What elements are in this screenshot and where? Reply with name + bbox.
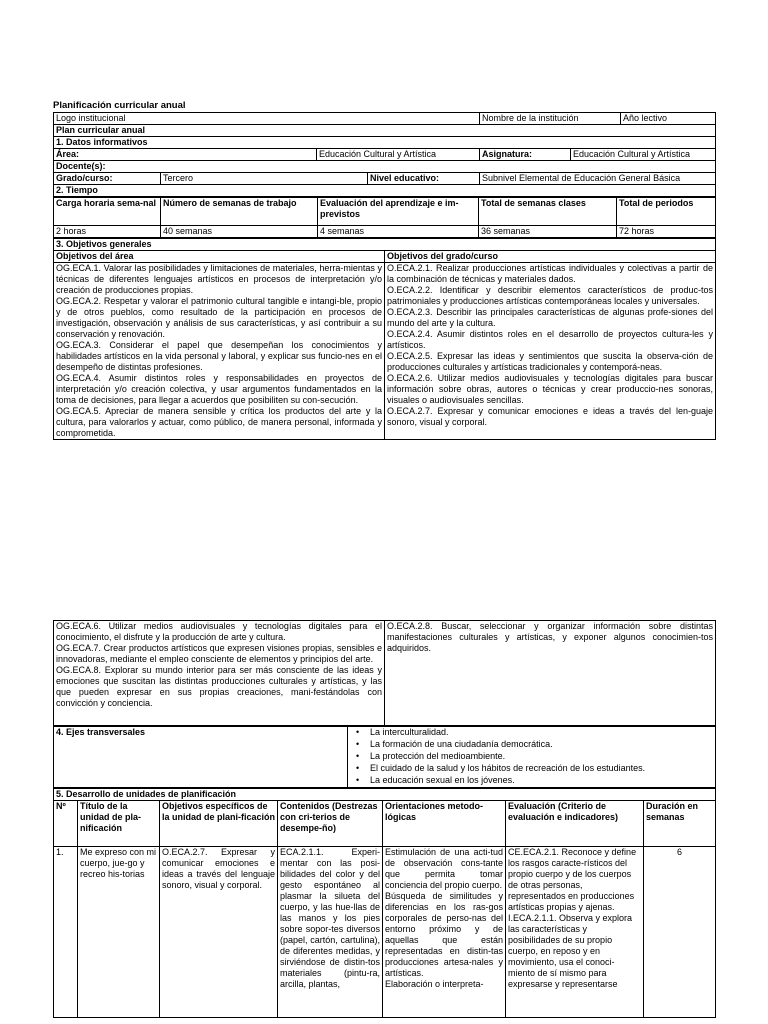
obj-grado-item: O.ECA.2.2. Identificar y describir elementos característicos de produc-tos patrimoniales y producciones artísticas contemporáneas locales y universales. (387, 284, 714, 306)
eje-item: • La formación de una ciudadanía democrática. (364, 739, 713, 751)
section-3-heading: 3. Objetivos generales (54, 239, 716, 251)
unit-header-orientaciones: Orientaciones metodo-lógicas (383, 801, 506, 847)
unit-header-duracion: Duración en semanas (644, 801, 716, 847)
logo-cell: Logo institucional (54, 113, 480, 125)
unit-titulo: Me expreso con mi cuerpo, jue-go y recreo his-torias (78, 847, 160, 1018)
plan-heading: Plan curricular anual (54, 125, 716, 137)
unit-num: 1. (54, 847, 78, 1018)
time-table (53, 197, 716, 238)
orientacion-paragraph: Búsqueda de similitudes y diferencias en los ras-gos corporales de perso-nas del entorno próximo y de aquellas que están representadas en distin-tas producciones artesa-nales y artísticas. (385, 890, 503, 978)
institution-cell: Nombre de la institución (480, 113, 621, 125)
grado-label: Grado/curso: (54, 173, 161, 185)
ejes-cell (348, 727, 716, 788)
obj-grado-cell (385, 263, 716, 440)
unit-header-objetivos: Objetivos específicos de la unidad de plani-ficación (160, 801, 278, 847)
eje-item: • La interculturalidad. (364, 727, 713, 739)
asignatura-label: Asignatura: (480, 149, 571, 161)
obj-grado-item: O.ECA.2.5. Expresar las ideas y sentimientos que suscita la observa-ción de producciones culturales y artísticas tradicionales y contemporá-neas. (387, 350, 714, 372)
obj-grado-item: O.ECA.2.4. Asumir distintos roles en el desarrollo de proyectos cultura-les y artísticos. (387, 328, 714, 350)
nivel-value: Subnivel Elemental de Educación General Básica (480, 173, 716, 185)
ejes-table (53, 726, 716, 788)
eje-item: • La educación sexual en los jóvenes. (364, 775, 713, 787)
planning-table-top (53, 112, 716, 197)
obj-area-header: Objetivos del área (54, 251, 385, 263)
obj-grado-header: Objetivos del grado/curso (385, 251, 716, 263)
obj-grado-item: O.ECA.2.6. Utilizar medios audiovisuales y tecnologías digitales para buscar información sobre obras, autores o técnicas y crear produccio-nes sonoras, visuales o audiovisuales sencillas. (387, 372, 714, 405)
nivel-label: Nivel educativo: (368, 173, 480, 185)
time-header-carga: Carga horaria sema-nal (54, 198, 161, 226)
unit-objetivos: O.ECA.2.7. Expresar y comunicar emociones e ideas a través del lenguaje sonoro, visual y corporal. (160, 847, 278, 1018)
unit-contenidos: ECA.2.1.1. Experi-mentar con las posi-bilidades del color y del gesto espontáneo al plasmar la silueta del cuerpo, y las hue-llas de las manos y los pies sobre sopor-tes diversos (papel, cartón, cartulina), de diferentes medidas, y sirviéndose de distin-tos materiales (pintu-ra, arcilla, plantas, (278, 847, 383, 1018)
obj-area-item: OG.ECA.6. Utilizar medios audiovisuales y tecnologías digitales para el conocimiento, el disfrute y la producción de arte y cultura. (56, 621, 382, 642)
evaluacion-indicador: I.ECA.2.1.1. Observa y explora las características y posibilidades de su propio cuerpo, en reposo y en movimiento, usa el conoci-miento de sí mismo para expresarse y representarse (508, 912, 633, 989)
grado-value: Tercero (161, 173, 368, 185)
time-header-total-periodos: Total de periodos (617, 198, 716, 226)
time-value-carga: 2 horas (54, 226, 161, 238)
obj-area-item: OG.ECA.1. Valorar las posibilidades y limitaciones de materiales, herra-mientas y técnicas de diferentes lenguajes artísticos en procesos de interpretación y/o creación de producciones propias. (56, 263, 382, 295)
asignatura-value: Educación Cultural y Artística (571, 149, 716, 161)
page-2 (53, 620, 715, 1018)
obj-grado-item: O.ECA.2.7. Expresar y comunicar emociones e ideas a través del len-guaje sonoro, visual y corporal. (387, 405, 714, 427)
unit-header-num: Nº (54, 801, 78, 847)
section-2-heading: 2. Tiempo (54, 185, 716, 197)
document-title: Planificación curricular anual (53, 100, 186, 111)
evaluacion-criterio: CE.ECA.2.1. Reconoce y define los rasgos caracte-rísticos del propio cuerpo y de los cuerpos de otras personas, representados en producciones artísticas propias y ajenas. (508, 847, 637, 912)
unit-header-evaluacion: Evaluación (Criterio de evaluación e indicadores) (506, 801, 644, 847)
obj-area-item: OG.ECA.5. Apreciar de manera sensible y crítica los productos del arte y la cultura, para valorarlos y actuar, como público, de manera personal, informada y comprometida. (56, 405, 382, 438)
area-value: Educación Cultural y Artística (317, 149, 480, 161)
obj-area-cell (54, 263, 385, 440)
ejes-list (350, 727, 713, 787)
unit-header-contenidos: Contenidos (Destrezas con cri-terios de desempe-ño) (278, 801, 383, 847)
section-5-heading: 5. Desarrollo de unidades de planificación (54, 789, 716, 801)
eje-item: • La protección del medioambiente. (364, 751, 713, 763)
time-value-semanas: 40 semanas (161, 226, 318, 238)
year-cell: Año lectivo (621, 113, 716, 125)
obj-area-item: OG.ECA.3. Considerar el papel que desempeñan los conocimientos y habilidades artísticos en la vida personal y laboral, y explicar sus funcio-nes en el desempeño de distintas profesiones. (56, 339, 382, 372)
unit-header-titulo: Título de la unidad de pla-nificación (78, 801, 160, 847)
time-value-total-periodos: 72 horas (617, 226, 716, 238)
page-1 (53, 100, 715, 440)
docente-label: Docente(s): (54, 161, 716, 173)
obj-area-cell-continued (54, 621, 385, 726)
time-header-total-semanas: Total de semanas clases (479, 198, 617, 226)
area-label: Área: (54, 149, 317, 161)
orientacion-paragraph: Estimulación de una acti-tud de observación cons-tante que permita tomar conciencia del propio cuerpo. (385, 847, 503, 890)
section-4-heading: 4. Ejes transversales (54, 727, 348, 788)
obj-grado-item: O.ECA.2.3. Describir las principales características de algunas profe-siones del mundo del arte y la cultura. (387, 306, 714, 328)
eje-item: • El cuidado de la salud y los hábitos de recreación de los estudiantes. (364, 763, 713, 775)
time-header-semanas: Número de semanas de trabajo (161, 198, 318, 226)
section-1-heading: 1. Datos informativos (54, 137, 716, 149)
obj-area-item: OG.ECA.8. Explorar su mundo interior para ser más consciente de las ideas y emociones que suscitan las distintas producciones culturales y artísticas, y las que pueden expresar en sus propias creaciones, mani-festándolas con convicción y conciencia. (56, 664, 382, 708)
obj-area-item: OG.ECA.2. Respetar y valorar el patrimonio cultural tangible e intangi-ble, propio y de otros pueblos, como resultado de la participación en procesos de investigación, observación y análisis de sus características, y así contribuir a su conservación y renovación. (56, 295, 382, 339)
time-value-total-semanas: 36 semanas (479, 226, 617, 238)
time-value-evaluacion: 4 semanas (318, 226, 479, 238)
unit-evaluacion (506, 847, 644, 1018)
unit-orientaciones (383, 847, 506, 1018)
unit-duracion: 6 (644, 847, 716, 1018)
obj-area-item: OG.ECA.7. Crear productos artísticos que expresen visiones propias, sensibles e innovadoras, mediante el empleo consciente de elementos y principios del arte. (56, 642, 382, 664)
objectives-table (53, 238, 716, 440)
obj-grado-cell-continued (385, 621, 716, 726)
obj-grado-item: O.ECA.2.8. Buscar, seleccionar y organizar información sobre distintas manifestaciones culturales y artísticas, y exponer algunos conocimien-tos adquiridos. (387, 621, 713, 653)
objectives-table-continued (53, 620, 716, 726)
obj-area-item: OG.ECA.4. Asumir distintos roles y responsabilidades en proyectos de interpretación y/o creación colectiva, y usar argumentos fundamentados en la toma de decisiones, para llegar a acuerdos que posibiliten su con-secución. (56, 372, 382, 405)
obj-grado-item: O.ECA.2.1. Realizar producciones artísticas individuales y colectivas a partir de la combinación de técnicas y materiales dados. (387, 263, 714, 284)
time-header-evaluacion: Evaluación del aprendizaje e im-previstos (318, 198, 479, 226)
orientacion-paragraph: Elaboración o interpreta- (385, 978, 484, 989)
units-table (53, 788, 716, 1018)
